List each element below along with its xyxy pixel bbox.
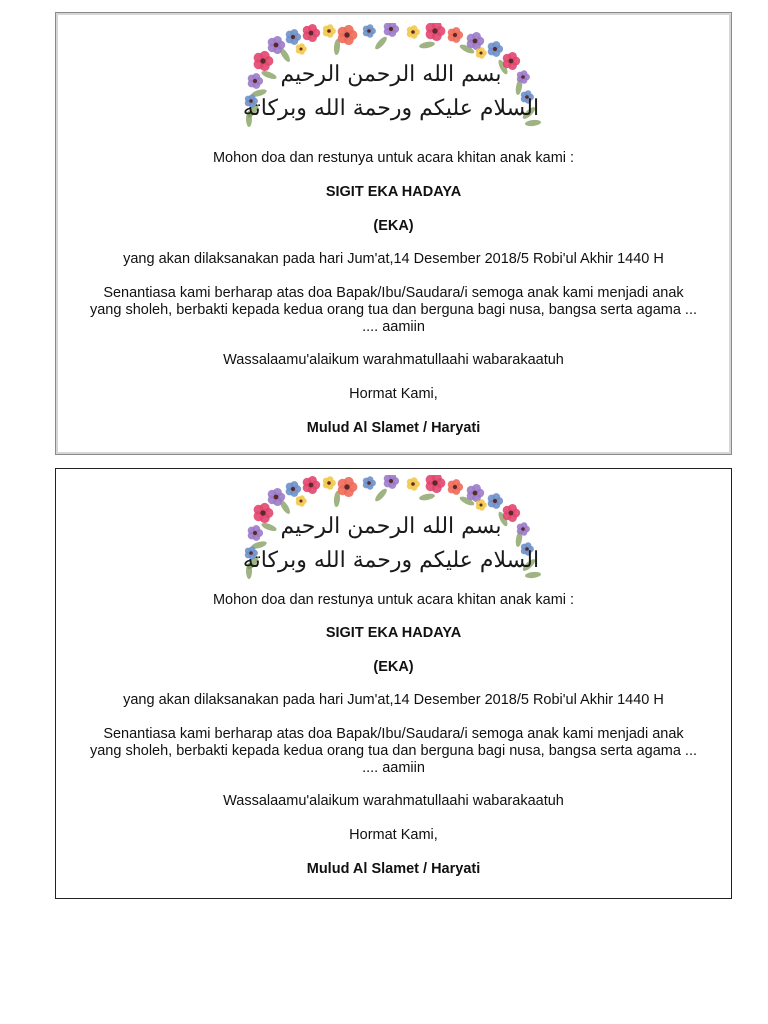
flower-center	[344, 484, 349, 489]
flower-center	[327, 29, 331, 33]
flower-center	[493, 499, 497, 503]
child-name: SIGIT EKA HADAYA	[325, 625, 462, 641]
flower-center	[411, 30, 415, 34]
floral-calligraphy-header	[241, 23, 541, 133]
intro-text: Mohon doa dan restunya untuk acara khitan anak kami :	[212, 592, 575, 608]
invitation-card	[55, 468, 732, 899]
flower-center	[480, 52, 483, 55]
leaf-ornament	[373, 487, 388, 503]
flower-center	[309, 483, 314, 488]
flower-center	[260, 58, 265, 63]
arabic-calligraphy: السلام عليكم ورحمة الله وبركاته	[242, 96, 540, 121]
flower-center	[509, 59, 514, 64]
flower-center	[344, 32, 349, 37]
flower-center	[432, 28, 437, 33]
flower-center	[327, 481, 331, 485]
flower-center	[253, 79, 257, 83]
leaf-ornament	[373, 35, 388, 51]
leaf-ornament	[419, 41, 436, 50]
child-nickname: (EKA)	[373, 659, 414, 675]
flower-center	[432, 480, 437, 485]
closing-salam: Wassalaamu'alaikum warahmatullaahi wabarakaatuh	[223, 352, 564, 368]
floral-wreath-image	[241, 23, 541, 133]
flower-center	[274, 495, 279, 500]
flower-center	[473, 491, 478, 496]
flower-center	[367, 29, 371, 33]
floral-calligraphy-header	[241, 475, 541, 585]
flower-center	[253, 531, 257, 535]
date-line: yang akan dilaksanakan pada hari Jum'at,14 Desember 2018/5 Robi'ul Akhir 1440 H	[123, 251, 664, 267]
child-nickname: (EKA)	[373, 218, 414, 234]
flower-center	[389, 479, 393, 483]
regards-text: Hormat Kami,	[349, 827, 438, 843]
regards-text: Hormat Kami,	[349, 386, 438, 402]
flower-center	[389, 27, 393, 31]
flower-center	[480, 504, 483, 507]
date-line: yang akan dilaksanakan pada hari Jum'at,14 Desember 2018/5 Robi'ul Akhir 1440 H	[123, 692, 664, 708]
arabic-calligraphy: السلام عليكم ورحمة الله وبركاته	[242, 548, 540, 573]
leaf-ornament	[419, 493, 436, 502]
flower-center	[309, 31, 314, 36]
arabic-calligraphy: بسم الله الرحمن الرحيم	[280, 62, 502, 87]
prayer-paragraph: Senantiasa kami berharap atas doa Bapak/Ibu/Saudara/i semoga anak kami menjadi anak yang sholeh, berbakti kepada kedua orang tua dan berguna bagi nusa, bangsa serta agama ... .... aamiin	[89, 285, 698, 335]
flower-center	[493, 47, 497, 51]
flower-center	[509, 511, 514, 516]
flower-center	[300, 500, 303, 503]
flower-center	[291, 487, 295, 491]
parents-names: Mulud Al Slamet / Haryati	[306, 420, 481, 436]
flower-center	[521, 75, 525, 79]
intro-text: Mohon doa dan restunya untuk acara khitan anak kami :	[212, 150, 575, 166]
flower-center	[260, 510, 265, 515]
flower-center	[521, 527, 525, 531]
flower-center	[274, 43, 279, 48]
flower-center	[411, 482, 415, 486]
arabic-calligraphy: بسم الله الرحمن الرحيم	[280, 514, 502, 539]
floral-wreath-image	[241, 475, 541, 585]
flower-center	[367, 481, 371, 485]
flower-center	[453, 33, 457, 37]
flower-center	[291, 35, 295, 39]
leaf-ornament	[260, 69, 277, 80]
leaf-ornament	[260, 521, 277, 532]
flower-center	[453, 485, 457, 489]
prayer-paragraph: Senantiasa kami berharap atas doa Bapak/Ibu/Saudara/i semoga anak kami menjadi anak yang sholeh, berbakti kepada kedua orang tua dan berguna bagi nusa, bangsa serta agama ... .... aamiin	[89, 726, 698, 776]
parents-names: Mulud Al Slamet / Haryati	[306, 861, 481, 877]
invitation-card	[55, 12, 732, 455]
flower-center	[473, 39, 478, 44]
child-name: SIGIT EKA HADAYA	[325, 184, 462, 200]
closing-salam: Wassalaamu'alaikum warahmatullaahi wabarakaatuh	[223, 793, 564, 809]
flower-center	[300, 48, 303, 51]
